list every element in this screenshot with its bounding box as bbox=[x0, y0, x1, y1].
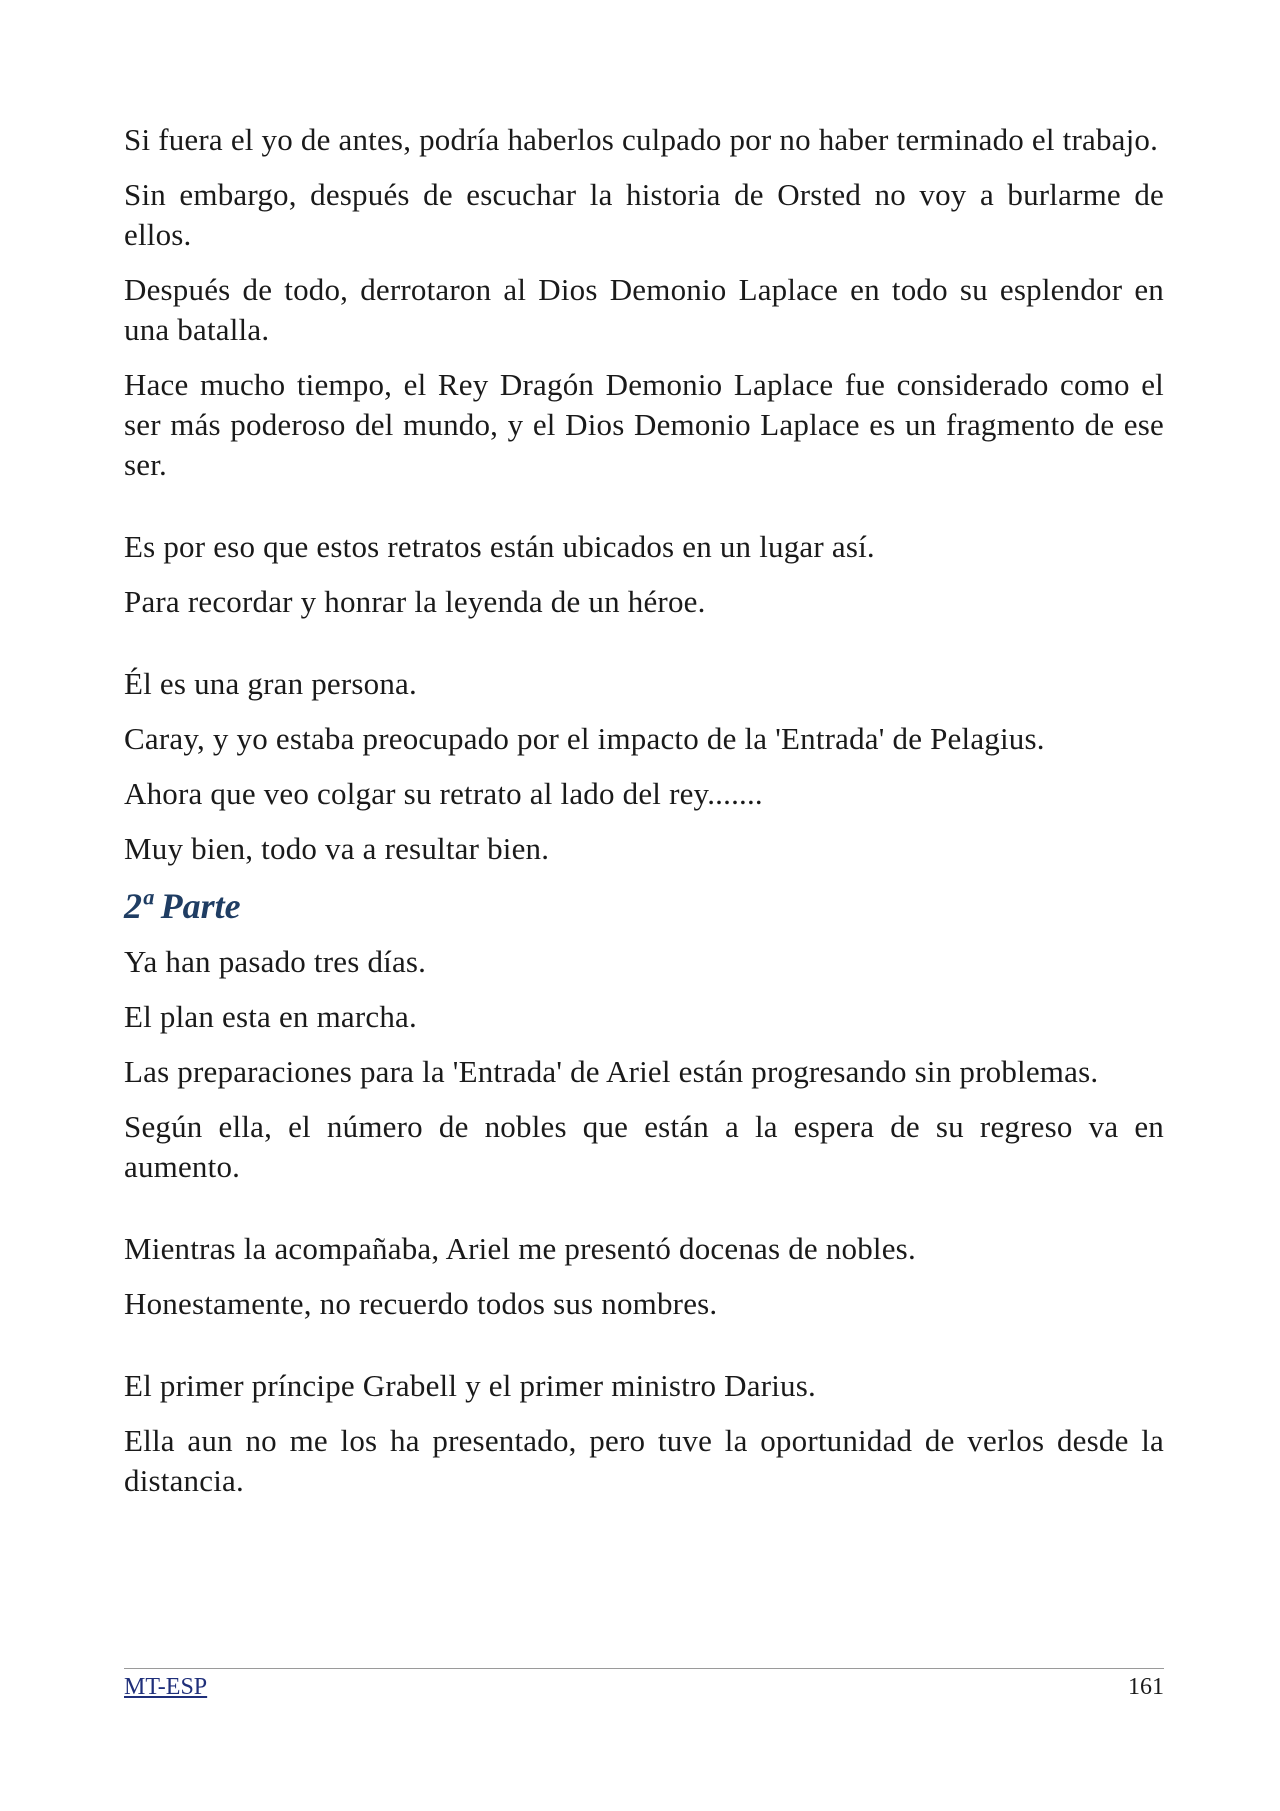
page-footer bbox=[124, 1668, 1164, 1703]
paragraph: Ya han pasado tres días. bbox=[124, 944, 427, 979]
section-heading: 2ª Parte bbox=[124, 886, 241, 926]
footer-link[interactable]: MT-ESP bbox=[124, 1674, 208, 1700]
paragraph: Caray, y yo estaba preocupado por el impacto de la 'Entrada' de Pelagius. bbox=[124, 721, 1045, 756]
paragraph: Él es una gran persona. bbox=[124, 666, 417, 701]
paragraph: Las preparaciones para la 'Entrada' de Ariel están progresando sin problemas. bbox=[124, 1054, 1099, 1089]
page-content bbox=[124, 120, 1164, 1516]
paragraph: Para recordar y honrar la leyenda de un héroe. bbox=[124, 584, 706, 619]
paragraph: Después de todo, derrotaron al Dios Demonio Laplace en todo su esplendor en una batalla. bbox=[124, 272, 1164, 347]
paragraph: Ella aun no me los ha presentado, pero tuve la oportunidad de verlos desde la distancia. bbox=[124, 1423, 1164, 1498]
page-number: 161 bbox=[1128, 1674, 1164, 1700]
paragraph: Según ella, el número de nobles que están a la espera de su regreso va en aumento. bbox=[124, 1109, 1164, 1184]
paragraph: Honestamente, no recuerdo todos sus nombres. bbox=[124, 1286, 718, 1321]
paragraph: Sin embargo, después de escuchar la historia de Orsted no voy a burlarme de ellos. bbox=[124, 177, 1164, 252]
paragraph: Muy bien, todo va a resultar bien. bbox=[124, 831, 550, 866]
paragraph: Ahora que veo colgar su retrato al lado del rey....... bbox=[124, 776, 763, 811]
paragraph: Hace mucho tiempo, el Rey Dragón Demonio Laplace fue considerado como el ser más poderoso del mundo, y el Dios Demonio Laplace es un fragmento de ese ser. bbox=[124, 367, 1164, 482]
paragraph: El primer príncipe Grabell y el primer ministro Darius. bbox=[124, 1368, 816, 1403]
paragraph: Mientras la acompañaba, Ariel me presentó docenas de nobles. bbox=[124, 1231, 916, 1266]
paragraph: Es por eso que estos retratos están ubicados en un lugar así. bbox=[124, 529, 875, 564]
paragraph: Si fuera el yo de antes, podría haberlos culpado por no haber terminado el trabajo. bbox=[124, 122, 1159, 157]
paragraph: El plan esta en marcha. bbox=[124, 999, 417, 1034]
